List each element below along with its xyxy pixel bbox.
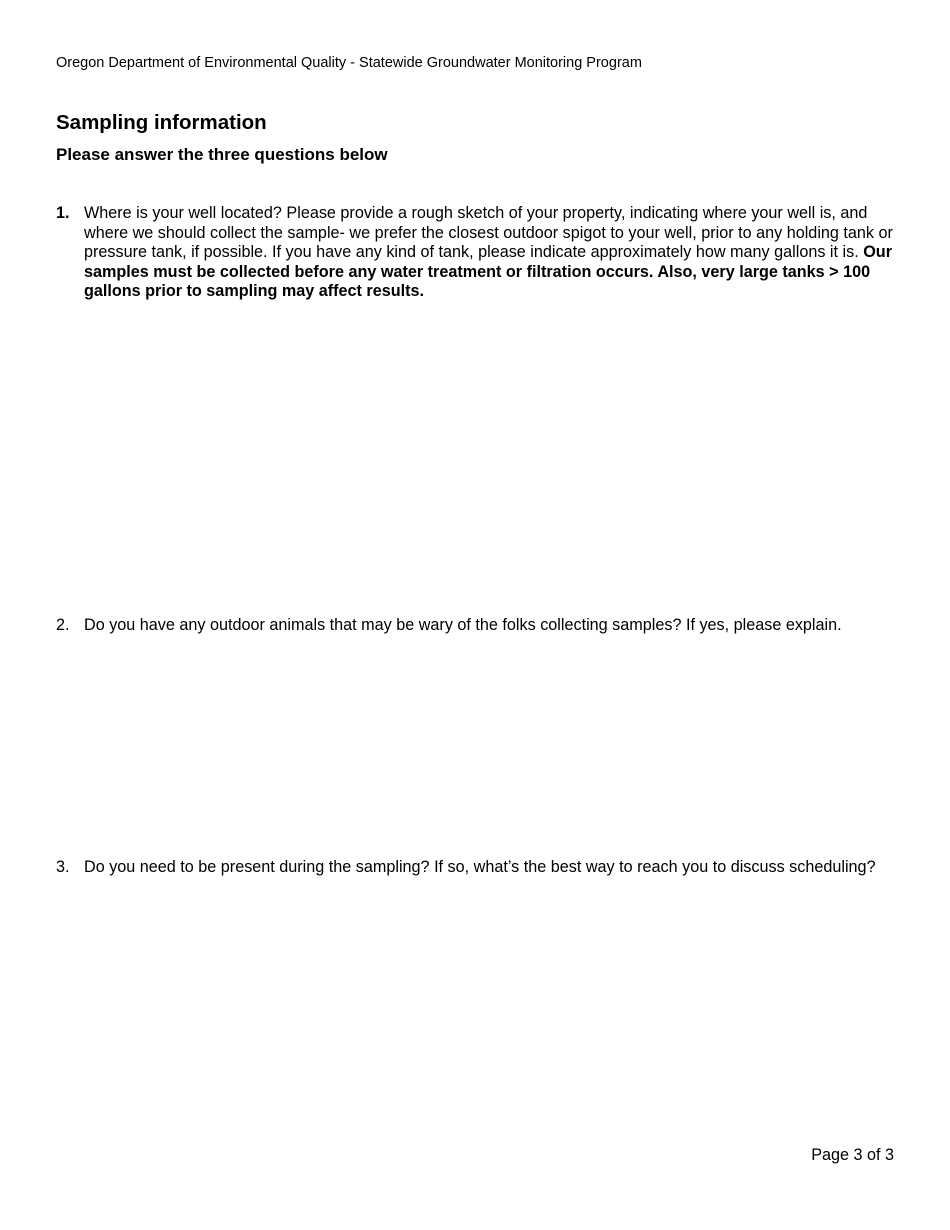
question-text — [84, 204, 896, 302]
section-title: Sampling information — [56, 111, 267, 134]
question-text: Do you have any outdoor animals that may be wary of the folks collecting samples? If yes, please explain. — [84, 616, 842, 634]
question-number: 1. — [56, 204, 70, 222]
program-header: Oregon Department of Environmental Quality - Statewide Groundwater Monitoring Program — [56, 55, 642, 71]
section-subtitle: Please answer the three questions below — [56, 145, 388, 164]
question-2 — [56, 616, 896, 636]
answer-area-1[interactable] — [84, 310, 896, 600]
question-number: 3. — [56, 858, 70, 876]
question-emphasis: Our samples must be collected before any water treatment or filtration occurs. Also, very large tanks > 100 gallons prior to sampling may affect results. — [84, 243, 892, 300]
question-text: Do you need to be present during the sampling? If so, what’s the best way to reach you to discuss scheduling? — [84, 858, 876, 876]
answer-area-3[interactable] — [84, 905, 896, 1125]
question-prompt: Where is your well located? Please provide a rough sketch of your property, indicating where your well is, and where we should collect the sample- we prefer the closest outdoor spigot to your well, prior to any holding tank or pressure tank, if possible. If you have any kind of tank, please indicate approximately how many gallons it is. — [84, 204, 893, 261]
question-3 — [56, 858, 896, 878]
question-1 — [56, 204, 896, 302]
answer-area-2[interactable] — [84, 645, 896, 845]
question-number: 2. — [56, 616, 70, 634]
page-number: Page 3 of 3 — [811, 1146, 894, 1164]
